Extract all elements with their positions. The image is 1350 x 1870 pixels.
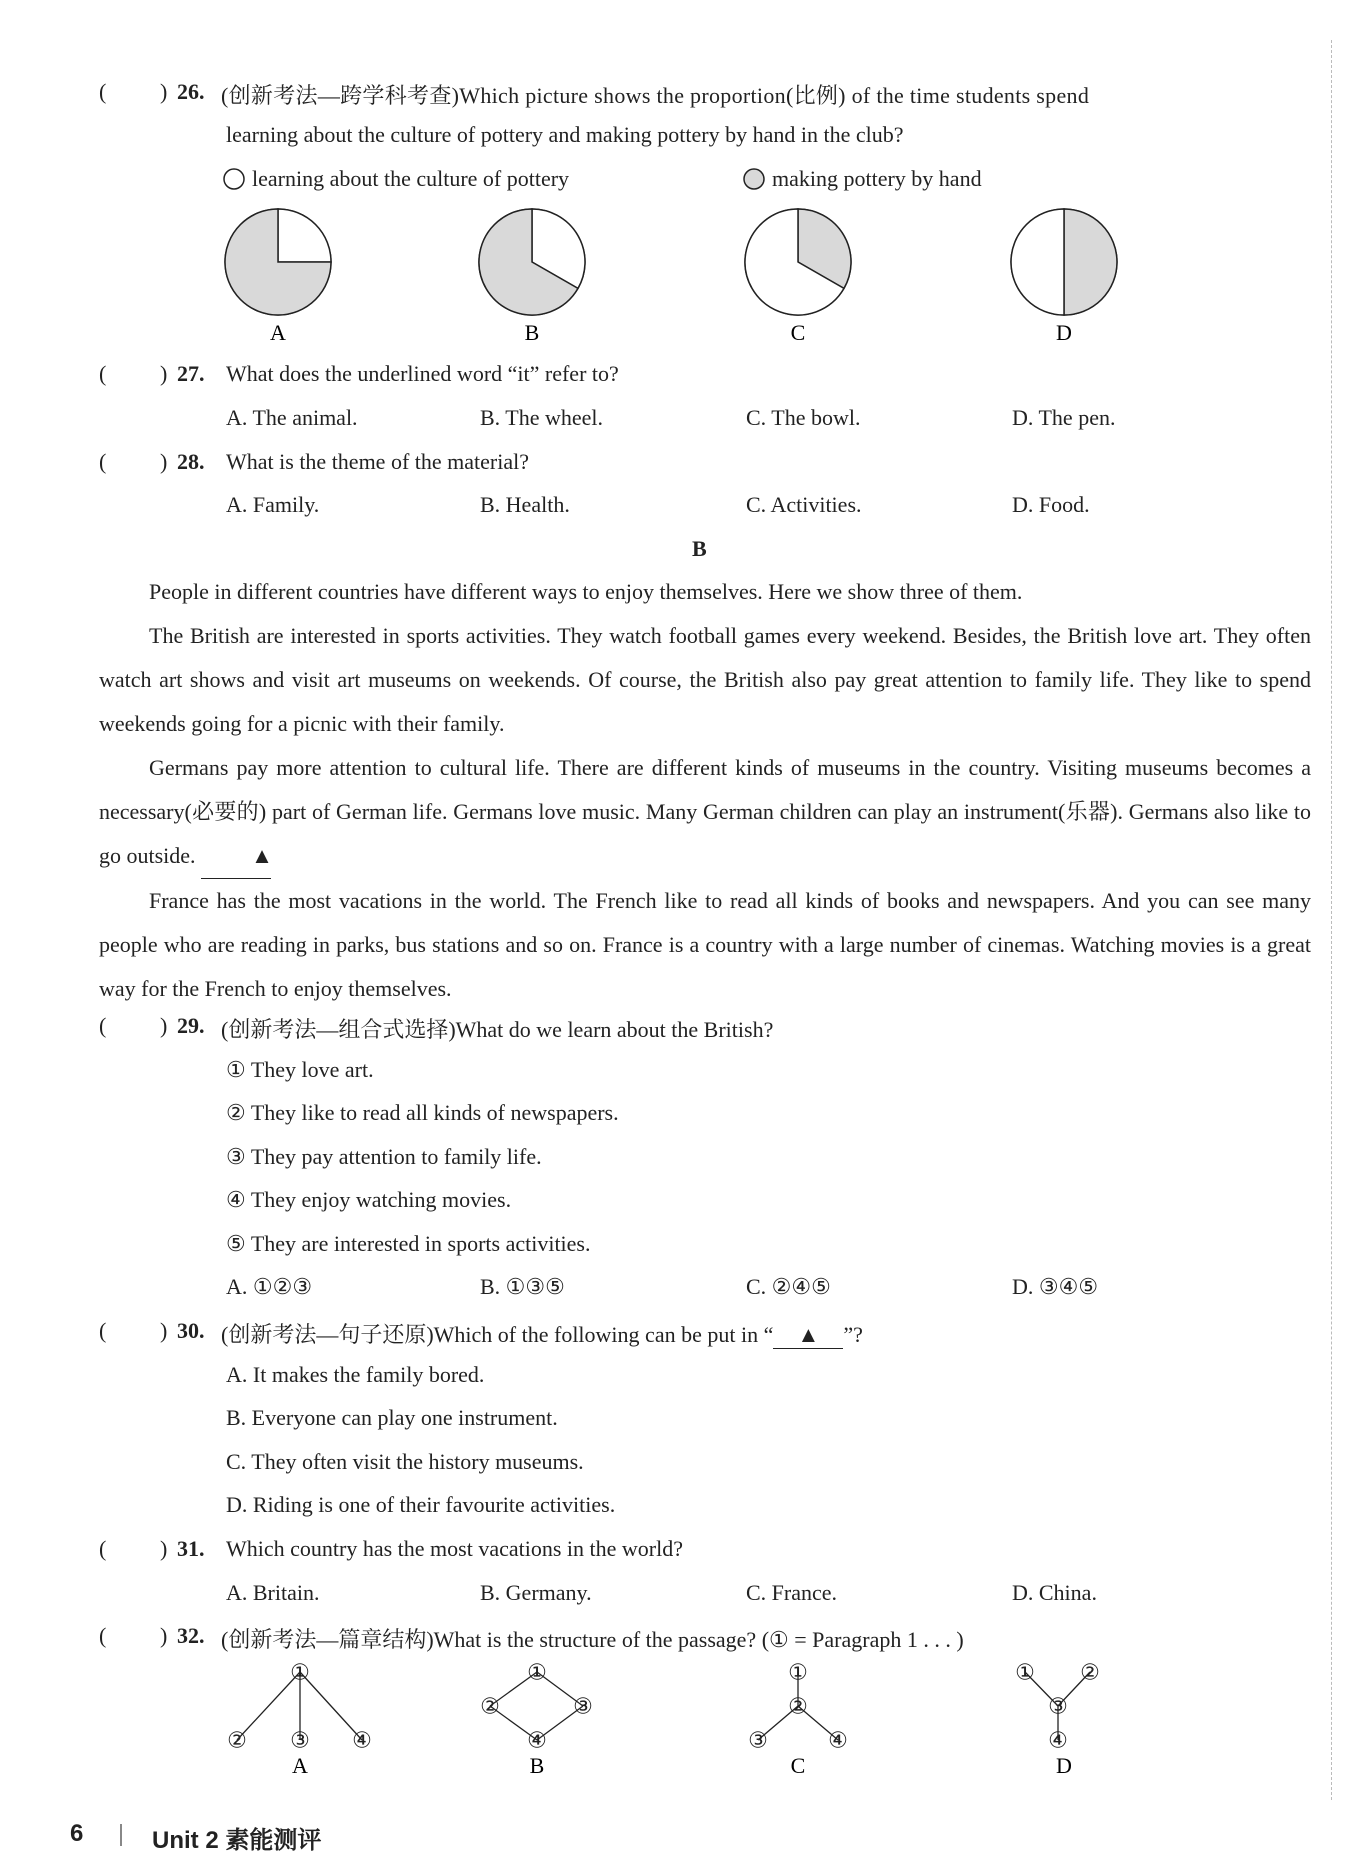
q27-option-a: A. The animal. — [226, 405, 358, 430]
answer-paren-26: ( — [99, 79, 107, 104]
diagram-label-c: C — [790, 1753, 806, 1778]
diagram-b-node-4: ④ — [527, 1727, 547, 1753]
question-number-30: 30. — [177, 1318, 205, 1343]
diagram-b-node-1: ① — [527, 1660, 547, 1685]
q27-option-d: D. The pen. — [1012, 405, 1116, 430]
q31-option-c: C. France. — [746, 1580, 838, 1605]
q30-option-a: A. It makes the family bored. — [226, 1362, 485, 1387]
answer-close-31: ) — [160, 1536, 168, 1561]
pie-label-d: D — [1056, 320, 1072, 345]
question-30-stem-a: (创新考法—句子还原)Which of the following can be put in “ — [221, 1322, 774, 1347]
q28-option-d: D. Food. — [1012, 492, 1090, 517]
q29-option-d: D. ③④⑤ — [1012, 1274, 1099, 1299]
blank-marker: ▲ — [201, 834, 271, 879]
q28-option-c: C. Activities. — [746, 492, 862, 517]
q30-option-d: D. Riding is one of their favourite activities. — [226, 1492, 616, 1517]
diagram-label-d: D — [1056, 1753, 1072, 1778]
answer-close-32: ) — [160, 1623, 168, 1648]
answer-paren-29: ( — [99, 1013, 107, 1038]
answer-paren-28: ( — [99, 449, 107, 474]
diagram-b-node-2: ② — [480, 1693, 500, 1719]
q27-option-b: B. The wheel. — [480, 405, 604, 430]
q29-option-c: C. ②④⑤ — [746, 1274, 831, 1299]
passage-paragraph-3-text: Germans pay more attention to cultural life. There are different kinds of museums in the country. Visiting museums becomes a necessary(必要的) part of German life. Germans love music. Many German children can play an instrument(乐器). Germans also like to go outside. — [99, 755, 1311, 868]
question-26-line2: learning about the culture of pottery and making pottery by hand in the club? — [226, 122, 904, 147]
diagram-c-node-4: ④ — [828, 1727, 848, 1753]
question-32-stem: (创新考法—篇章结构)What is the structure of the passage? (① = Paragraph 1 . . . ) — [221, 1627, 964, 1652]
passage-b — [99, 570, 1311, 1011]
legend-white-label: learning about the culture of pottery — [252, 166, 570, 191]
passage-paragraph-4: France has the most vacations in the world. The French like to read all kinds of books and newspapers. And you can see many people who are reading in parks, bus stations and so on. France is a country with a large number of cinemas. Watching movies is a great way for the French to enjoy themselves. — [99, 888, 1311, 1001]
q29-item-2: ② They like to read all kinds of newspapers. — [226, 1100, 619, 1125]
question-30-stem — [221, 1318, 863, 1349]
answer-close-27: ) — [160, 361, 168, 386]
q30-option-b: B. Everyone can play one instrument. — [226, 1405, 558, 1430]
answer-paren-30: ( — [99, 1318, 107, 1343]
unit-title: Unit 2 素能测评 — [152, 1827, 322, 1854]
q29-item-5: ⑤ They are interested in sports activities. — [226, 1231, 591, 1256]
diagram-d-node-3: ③ — [1048, 1693, 1068, 1719]
legend-grey-label: making pottery by hand — [772, 166, 982, 191]
legend-grey-icon — [742, 167, 766, 191]
diagram-a-node-1: ① — [290, 1660, 310, 1685]
passage-paragraph-1: People in different countries have different ways to enjoy themselves. Here we show three of them. — [149, 579, 1023, 604]
diagram-d-node-4: ④ — [1048, 1727, 1068, 1753]
page-number: 6 — [70, 1820, 84, 1847]
question-27-stem: What does the underlined word “it” refer to? — [226, 361, 619, 386]
diagram-c-node-2: ② — [788, 1693, 808, 1719]
q31-option-d: D. China. — [1012, 1580, 1097, 1605]
q30-option-c: C. They often visit the history museums. — [226, 1449, 584, 1474]
question-number-27: 27. — [177, 361, 205, 386]
q31-option-b: B. Germany. — [480, 1580, 592, 1605]
answer-close-30: ) — [160, 1318, 168, 1343]
q29-item-1: ① They love art. — [226, 1057, 374, 1082]
answer-close-28: ) — [160, 449, 168, 474]
legend-white-icon — [222, 167, 246, 191]
diagram-d-node-1: ① — [1015, 1660, 1035, 1685]
answer-close-29: ) — [160, 1013, 168, 1038]
question-29-stem: (创新考法—组合式选择)What do we learn about the British? — [221, 1017, 774, 1042]
question-28-stem: What is the theme of the material? — [226, 449, 529, 474]
pie-label-b: B — [524, 320, 540, 345]
q29-item-3: ③ They pay attention to family life. — [226, 1144, 542, 1169]
q29-option-b: B. ①③⑤ — [480, 1274, 565, 1299]
diagram-d-node-2: ② — [1080, 1660, 1100, 1685]
answer-paren-27: ( — [99, 361, 107, 386]
diagram-b-node-3: ③ — [573, 1693, 593, 1719]
pie-label-a: A — [270, 320, 286, 345]
diagram-label-b: B — [529, 1753, 545, 1778]
passage-paragraph-2: The British are interested in sports activities. They watch football games every weekend. Besides, the British love art. They often watch art shows and visit art museums on weekends. Of course, the British also pay great attention to family life. They like to spend weekends going for a picnic with their family. — [99, 623, 1311, 736]
question-30-blank: ▲ — [773, 1322, 843, 1349]
q29-option-a: A. ①②③ — [226, 1274, 313, 1299]
diagram-label-a: A — [292, 1753, 308, 1778]
question-26-line1: (创新考法—跨学科考查)Which picture shows the proportion(比例) of the time students spend — [221, 83, 1090, 108]
pie-d-slice-1 — [1064, 209, 1117, 315]
pie-d-slice-2 — [1011, 209, 1064, 315]
answer-close-26: ) — [160, 79, 168, 104]
diagram-c-node-1: ① — [788, 1660, 808, 1685]
question-31-stem: Which country has the most vacations in the world? — [226, 1536, 683, 1561]
diagram-a-node-3: ③ — [290, 1727, 310, 1753]
q28-option-b: B. Health. — [480, 492, 570, 517]
diagram-a-node-2: ② — [227, 1727, 247, 1753]
structure-diagrams — [0, 1660, 1350, 1785]
q31-option-a: A. Britain. — [226, 1580, 320, 1605]
footer-divider — [120, 1824, 122, 1846]
diagram-a-node-4: ④ — [352, 1727, 372, 1753]
question-number-28: 28. — [177, 449, 205, 474]
q27-option-c: C. The bowl. — [746, 405, 861, 430]
question-number-29: 29. — [177, 1013, 205, 1038]
question-number-31: 31. — [177, 1536, 205, 1561]
answer-paren-32: ( — [99, 1623, 107, 1648]
q29-item-4: ④ They enjoy watching movies. — [226, 1187, 512, 1212]
pie-label-c: C — [790, 320, 806, 345]
pie-a-slice-1 — [278, 209, 331, 262]
q28-option-a: A. Family. — [226, 492, 320, 517]
answer-paren-31: ( — [99, 1536, 107, 1561]
pie-charts — [0, 200, 1350, 350]
question-number-26: 26. — [177, 79, 205, 104]
section-b-title: B — [692, 536, 707, 561]
diagram-c-node-3: ③ — [748, 1727, 768, 1753]
question-30-stem-b: ”? — [843, 1322, 863, 1347]
question-number-32: 32. — [177, 1623, 205, 1648]
passage-paragraph-3 — [99, 746, 1311, 879]
